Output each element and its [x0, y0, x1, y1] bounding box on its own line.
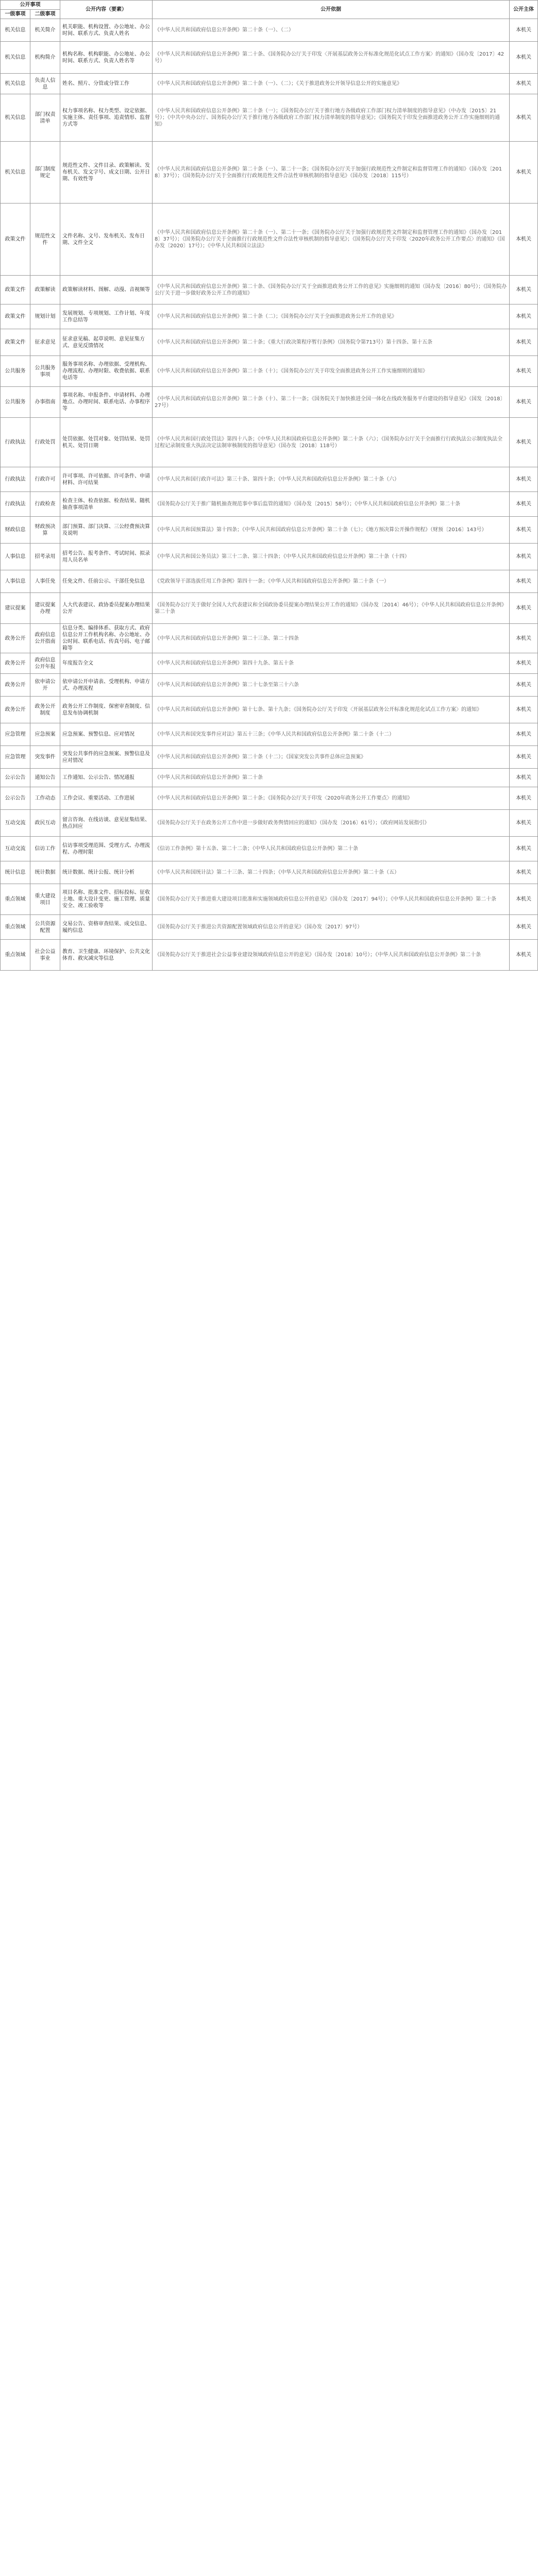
cell-level2: 机关简介	[30, 19, 60, 42]
table-row	[1, 517, 538, 544]
cell-basis: 《中华人民共和国行政处罚法》第四十八条；《中华人民共和国政府信息公开条例》第二十条（六）；《国务院办公厅关于全面推行行政执法公示制度执法全过程记录制度重大执法决定法制审核制度的指导意见》（国办发〔2018〕118号）	[153, 418, 510, 467]
cell-level2: 行政处罚	[30, 418, 60, 467]
table-row	[1, 769, 538, 787]
cell-basis: 《中华人民共和国政府信息公开条例》第二十条（一）、第二十一条；《国务院办公厅关于加强行政规范性文件制定和监督管理工作的通知》（国办发〔2018〕37号）；《国务院办公厅关于全面推行行政规范性文件合法性审核机制的指导意见》（国办发〔2018〕115号）	[153, 142, 510, 204]
cell-basis: 《中华人民共和国政府信息公开条例》第十七条、第十九条；《国务院办公厅关于印发〈开展基层政务公开标准化规范化试点工作方案〉的通知》	[153, 697, 510, 723]
cell-content: 招考公告、报考条件、考试时间、拟录用人员名单	[60, 544, 153, 570]
cell-body: 本机关	[510, 674, 538, 697]
cell-basis: 《中华人民共和国政府信息公开条例》第二十条（一）、（二）	[153, 19, 510, 42]
cell-body: 本机关	[510, 653, 538, 674]
cell-level1: 政策文件	[1, 304, 30, 329]
cell-body: 本机关	[510, 276, 538, 304]
cell-level2: 政务公开制度	[30, 697, 60, 723]
cell-level1: 公共服务	[1, 356, 30, 387]
cell-basis: 《中华人民共和国政府信息公开条例》第二十三条、第二十四条	[153, 624, 510, 653]
cell-content: 任免文件、任前公示、干部任免信息	[60, 570, 153, 593]
cell-level1: 机关信息	[1, 94, 30, 142]
cell-body: 本机关	[510, 915, 538, 940]
table-row	[1, 329, 538, 356]
cell-level2: 统计数据	[30, 861, 60, 884]
table-row	[1, 674, 538, 697]
cell-level1: 人事信息	[1, 544, 30, 570]
cell-content: 权力事项名称、权力类型、设定依据、实施主体、责任事项、追责情形、监督方式等	[60, 94, 153, 142]
cell-basis: 《国务院办公厅关于推进重大建设项目批准和实施领域政府信息公开的意见》（国办发〔2017〕94号）；《中华人民共和国政府信息公开条例》第二十条	[153, 884, 510, 915]
table-row	[1, 624, 538, 653]
table-row	[1, 940, 538, 971]
cell-level2: 公共服务事项	[30, 356, 60, 387]
cell-basis: 《中华人民共和国突发事件应对法》第五十三条；《中华人民共和国政府信息公开条例》第二十条（十二）	[153, 723, 510, 746]
cell-level1: 政策文件	[1, 276, 30, 304]
cell-content: 应急预案、预警信息、应对情况	[60, 723, 153, 746]
cell-content: 教育、卫生健康、环境保护、公共文化体育、救灾减灾等信息	[60, 940, 153, 971]
cell-level2: 征求意见	[30, 329, 60, 356]
header-basis: 公开依据	[153, 1, 510, 19]
cell-level2: 重大建设项目	[30, 884, 60, 915]
cell-level1: 机关信息	[1, 42, 30, 74]
cell-level2: 人事任免	[30, 570, 60, 593]
table-row	[1, 276, 538, 304]
cell-content: 统计数据、统计公报、统计分析	[60, 861, 153, 884]
cell-level1: 财政信息	[1, 517, 30, 544]
cell-body: 本机关	[510, 492, 538, 517]
table-row	[1, 492, 538, 517]
cell-body: 本机关	[510, 517, 538, 544]
table-row	[1, 861, 538, 884]
cell-level2: 信访工作	[30, 837, 60, 861]
cell-content: 工作通知、公示公告、情况通报	[60, 769, 153, 787]
cell-level1: 行政执法	[1, 418, 30, 467]
cell-level1: 行政执法	[1, 492, 30, 517]
cell-level1: 互动交流	[1, 810, 30, 837]
cell-body: 本机关	[510, 884, 538, 915]
cell-level1: 公示公告	[1, 787, 30, 810]
cell-basis: 《中华人民共和国政府信息公开条例》第二十条；《国务院办公厅关于印发〈2020年政务公开工作要点〉的通知》	[153, 787, 510, 810]
cell-content: 检查主体、检查依据、检查结果、随机抽查事项清单	[60, 492, 153, 517]
cell-content: 姓名、照片、分管或分管工作	[60, 74, 153, 94]
cell-level2: 突发事件	[30, 746, 60, 769]
cell-content: 交易公告、资格审查结果、成交信息、履约信息	[60, 915, 153, 940]
table-row	[1, 467, 538, 492]
cell-basis: 《中华人民共和国行政许可法》第三十条、第四十条；《中华人民共和国政府信息公开条例》第二十条（六）	[153, 467, 510, 492]
cell-body: 本机关	[510, 329, 538, 356]
cell-body: 本机关	[510, 746, 538, 769]
cell-content: 征求意见稿、起草说明、意见征集方式、意见反馈情况	[60, 329, 153, 356]
cell-basis: 《中华人民共和国政府信息公开条例》第二十条、《国务院办公厅关于全面推进政务公开工作的意见》实施细则的通知（国办发〔2016〕80号）；《国务院办公厅关于进一步做好政务公开工作的通知》	[153, 276, 510, 304]
cell-content: 信访事项受理范围、受理方式、办理流程、办理时限	[60, 837, 153, 861]
cell-level1: 政务公开	[1, 653, 30, 674]
cell-level1: 建议提案	[1, 593, 30, 624]
cell-basis: 《中华人民共和国公务员法》第三十二条、第三十四条；《中华人民共和国政府信息公开条例》第二十条（十四）	[153, 544, 510, 570]
cell-level2: 政府信息公开指南	[30, 624, 60, 653]
cell-basis: 《中华人民共和国政府信息公开条例》第二十条（一）；《国务院办公厅关于推行地方各级政府工作部门权力清单制度的指导意见》（中办发〔2015〕21号）；《中共中央办公厅、国务院办公厅关于推行地方各级政府工作部门权力清单制度的指导意见》；《国务院关于印发全面推进政务公开工作实施细则的通知》	[153, 94, 510, 142]
cell-level1: 政务公开	[1, 697, 30, 723]
cell-level1: 重点领域	[1, 884, 30, 915]
cell-body: 本机关	[510, 810, 538, 837]
cell-basis: 《中华人民共和国政府信息公开条例》第二十条（十）；《国务院办公厅关于印发全面推进政务公开工作实施细则的通知》	[153, 356, 510, 387]
table-row	[1, 837, 538, 861]
cell-level2: 规范性文件	[30, 204, 60, 276]
cell-body: 本机关	[510, 837, 538, 861]
cell-level2: 工作动态	[30, 787, 60, 810]
cell-level1: 公示公告	[1, 769, 30, 787]
table-row	[1, 570, 538, 593]
cell-level2: 政民互动	[30, 810, 60, 837]
header-level2: 二级事项	[30, 10, 60, 19]
cell-content: 信息分类、编排体系、获取方式、政府信息公开工作机构名称、办公地址、办公时间、联系电话、传真号码、电子邮箱等	[60, 624, 153, 653]
disclosure-standard-table	[0, 0, 538, 971]
cell-body: 本机关	[510, 697, 538, 723]
cell-basis: 《中华人民共和国政府信息公开条例》第四十九条、第五十条	[153, 653, 510, 674]
cell-body: 本机关	[510, 940, 538, 971]
cell-body: 本机关	[510, 861, 538, 884]
cell-level1: 互动交流	[1, 837, 30, 861]
table-row	[1, 787, 538, 810]
cell-level1: 政策文件	[1, 329, 30, 356]
cell-level2: 建议提案办理	[30, 593, 60, 624]
cell-content: 发展规划、专项规划、工作计划、年度工作总结等	[60, 304, 153, 329]
cell-level1: 应急管理	[1, 723, 30, 746]
cell-basis: 《中华人民共和国预算法》第十四条；《中华人民共和国政府信息公开条例》第二十条（七）；《地方预决算公开操作规程》（财预〔2016〕143号）	[153, 517, 510, 544]
cell-level2: 规划计划	[30, 304, 60, 329]
cell-basis: 《信访工作条例》第十五条、第二十二条；《中华人民共和国政府信息公开条例》第二十条	[153, 837, 510, 861]
cell-body: 本机关	[510, 74, 538, 94]
cell-content: 机关职能、机构设置、办公地址、办公时间、联系方式、负责人姓名	[60, 19, 153, 42]
cell-body: 本机关	[510, 19, 538, 42]
cell-level1: 应急管理	[1, 746, 30, 769]
cell-body: 本机关	[510, 544, 538, 570]
cell-level2: 通知公告	[30, 769, 60, 787]
cell-level1: 政务公开	[1, 624, 30, 653]
cell-basis: 《中华人民共和国政府信息公开条例》第二十七条至第三十六条	[153, 674, 510, 697]
table-row	[1, 19, 538, 42]
cell-body: 本机关	[510, 769, 538, 787]
table-row	[1, 884, 538, 915]
page	[0, 0, 538, 971]
cell-level2: 部门权责清单	[30, 94, 60, 142]
header-item: 公开事项	[1, 1, 60, 10]
cell-level2: 办事指南	[30, 387, 60, 418]
cell-level1: 政务公开	[1, 674, 30, 697]
table-row	[1, 418, 538, 467]
cell-content: 文件名称、文号、发布机关、发布日期、文件全文	[60, 204, 153, 276]
cell-content: 依申请公开申请表、受理机构、申请方式、办理流程	[60, 674, 153, 697]
cell-body: 本机关	[510, 142, 538, 204]
cell-basis: 《国务院办公厅关于推进社会公益事业建设领域政府信息公开的意见》（国办发〔2018〕10号）；《中华人民共和国政府信息公开条例》第二十条	[153, 940, 510, 971]
cell-level2: 机构简介	[30, 42, 60, 74]
table-body	[1, 19, 538, 971]
table-header-row-1	[1, 1, 538, 10]
cell-content: 政务公开工作制度、保密审查制度、信息发布协调机制	[60, 697, 153, 723]
cell-body: 本机关	[510, 304, 538, 329]
cell-basis: 《中华人民共和国政府信息公开条例》第二十条（十）、第二十一条；《国务院关于加快推进全国一体化在线政务服务平台建设的指导意见》（国发〔2018〕27号）	[153, 387, 510, 418]
cell-content: 事项名称、申报条件、申请材料、办理地点、办理时间、联系电话、办事程序等	[60, 387, 153, 418]
cell-body: 本机关	[510, 387, 538, 418]
cell-level2: 行政许可	[30, 467, 60, 492]
table-row	[1, 697, 538, 723]
cell-content: 政策解读材料、图解、动漫、音视频等	[60, 276, 153, 304]
table-row	[1, 723, 538, 746]
cell-level1: 公共服务	[1, 387, 30, 418]
header-level1: 一级事项	[1, 10, 30, 19]
cell-level2: 部门制度规定	[30, 142, 60, 204]
cell-basis: 《中华人民共和国政府信息公开条例》第二十条；《重大行政决策程序暂行条例》（国务院令第713号）第十四条、第十五条	[153, 329, 510, 356]
table-row	[1, 387, 538, 418]
cell-content: 规范性文件、文件目录、政策解读、发布机关、发文字号、成文日期、公开日期、有效性等	[60, 142, 153, 204]
table-row	[1, 204, 538, 276]
cell-level2: 行政检查	[30, 492, 60, 517]
cell-body: 本机关	[510, 418, 538, 467]
table-row	[1, 544, 538, 570]
cell-body: 本机关	[510, 42, 538, 74]
cell-level1: 重点领域	[1, 940, 30, 971]
table-row	[1, 94, 538, 142]
cell-level2: 公共资源配置	[30, 915, 60, 940]
cell-level2: 招考录用	[30, 544, 60, 570]
cell-body: 本机关	[510, 204, 538, 276]
table-row	[1, 593, 538, 624]
table-row	[1, 42, 538, 74]
cell-level2: 依申请公开	[30, 674, 60, 697]
cell-basis: 《中华人民共和国政府信息公开条例》第二十条（二）；《国务院办公厅关于全面推进政务公开工作的意见》	[153, 304, 510, 329]
cell-basis: 《国务院办公厅关于在政务公开工作中进一步做好政务舆情回应的通知》（国办发〔2016〕61号）；《政府网站发展指引》	[153, 810, 510, 837]
cell-basis: 《中华人民共和国统计法》第二十三条、第二十四条；《中华人民共和国政府信息公开条例》第二十条（五）	[153, 861, 510, 884]
cell-body: 本机关	[510, 593, 538, 624]
cell-level1: 人事信息	[1, 570, 30, 593]
cell-body: 本机关	[510, 467, 538, 492]
cell-level1: 重点领域	[1, 915, 30, 940]
cell-level1: 政策文件	[1, 204, 30, 276]
cell-basis: 《国务院办公厅关于做好全国人大代表建议和全国政协委员提案办理结果公开工作的通知》（国办发〔2014〕46号）；《中华人民共和国政府信息公开条例》第二十条	[153, 593, 510, 624]
cell-basis: 《中华人民共和国政府信息公开条例》第二十条（一）、（二）；《关于推进政务公开领导信息公开的实施意见》	[153, 74, 510, 94]
cell-body: 本机关	[510, 787, 538, 810]
cell-body: 本机关	[510, 94, 538, 142]
cell-body: 本机关	[510, 624, 538, 653]
cell-content: 留言咨询、在线访谈、意见征集结果、热点回应	[60, 810, 153, 837]
cell-body: 本机关	[510, 570, 538, 593]
cell-basis: 《国务院办公厅关于推广随机抽查规范事中事后监管的通知》（国办发〔2015〕58号）；《中华人民共和国政府信息公开条例》第二十条	[153, 492, 510, 517]
cell-level1: 机关信息	[1, 74, 30, 94]
cell-level2: 社会公益事业	[30, 940, 60, 971]
cell-basis: 《中华人民共和国政府信息公开条例》第二十条（十二）；《国家突发公共事件总体应急预案》	[153, 746, 510, 769]
cell-content: 机构名称、机构职能、办公地址、办公时间、联系方式、负责人姓名等	[60, 42, 153, 74]
cell-level2: 财政预决算	[30, 517, 60, 544]
cell-level1: 行政执法	[1, 467, 30, 492]
cell-level1: 统计信息	[1, 861, 30, 884]
table-row	[1, 746, 538, 769]
cell-level2: 政府信息公开年报	[30, 653, 60, 674]
table-row	[1, 915, 538, 940]
cell-level2: 应急预案	[30, 723, 60, 746]
cell-content: 处罚依据、处罚对象、处罚结果、处罚机关、处罚日期	[60, 418, 153, 467]
cell-level1: 机关信息	[1, 19, 30, 42]
cell-level2: 负责人信息	[30, 74, 60, 94]
table-row	[1, 810, 538, 837]
cell-basis: 《中华人民共和国政府信息公开条例》第二十条	[153, 769, 510, 787]
cell-content: 服务事项名称、办理依据、受理机构、办理流程、办理时限、收费依据、联系电话等	[60, 356, 153, 387]
cell-basis: 《中华人民共和国政府信息公开条例》第二十条、《国务院办公厅关于印发〈开展基层政务公开标准化规范化试点工作方案〉的通知》（国办发〔2017〕42号）	[153, 42, 510, 74]
cell-content: 人大代表建议、政协委员提案办理结果公开	[60, 593, 153, 624]
table-row	[1, 304, 538, 329]
cell-body: 本机关	[510, 356, 538, 387]
cell-basis: 《中华人民共和国政府信息公开条例》第二十条（一）、第二十一条；《国务院办公厅关于加强行政规范性文件制定和监督管理工作的通知》（国办发〔2018〕37号）；《国务院办公厅关于全面推行行政规范性文件合法性审核机制的指导意见》；《国务院办公厅关于印发〈2020年政务公开工作要点〉的通知》（国办发〔2020〕17号）；《中华人民共和国立法法》	[153, 204, 510, 276]
header-content: 公开内容（要素）	[60, 1, 153, 19]
table-row	[1, 74, 538, 94]
cell-basis: 《国务院办公厅关于推进公共资源配置领域政府信息公开的意见》（国办发〔2017〕97号）	[153, 915, 510, 940]
header-body: 公开主体	[510, 1, 538, 19]
cell-basis: 《党政领导干部选拔任用工作条例》第四十一条；《中华人民共和国政府信息公开条例》第二十条（一）	[153, 570, 510, 593]
cell-content: 部门预算、部门决算、三公经费预决算及说明	[60, 517, 153, 544]
cell-content: 突发公共事件的应急预案、预警信息及应对情况	[60, 746, 153, 769]
cell-body: 本机关	[510, 723, 538, 746]
cell-content: 工作会议、重要活动、工作进展	[60, 787, 153, 810]
cell-level1: 机关信息	[1, 142, 30, 204]
cell-content: 项目名称、批准文件、招标投标、征收土地、重大设计变更、施工管理、质量安全、竣工验收等	[60, 884, 153, 915]
cell-level2: 政策解读	[30, 276, 60, 304]
cell-content: 年度报告全文	[60, 653, 153, 674]
table-row	[1, 653, 538, 674]
table-row	[1, 142, 538, 204]
cell-content: 许可事项、许可依据、许可条件、申请材料、许可结果	[60, 467, 153, 492]
table-row	[1, 356, 538, 387]
